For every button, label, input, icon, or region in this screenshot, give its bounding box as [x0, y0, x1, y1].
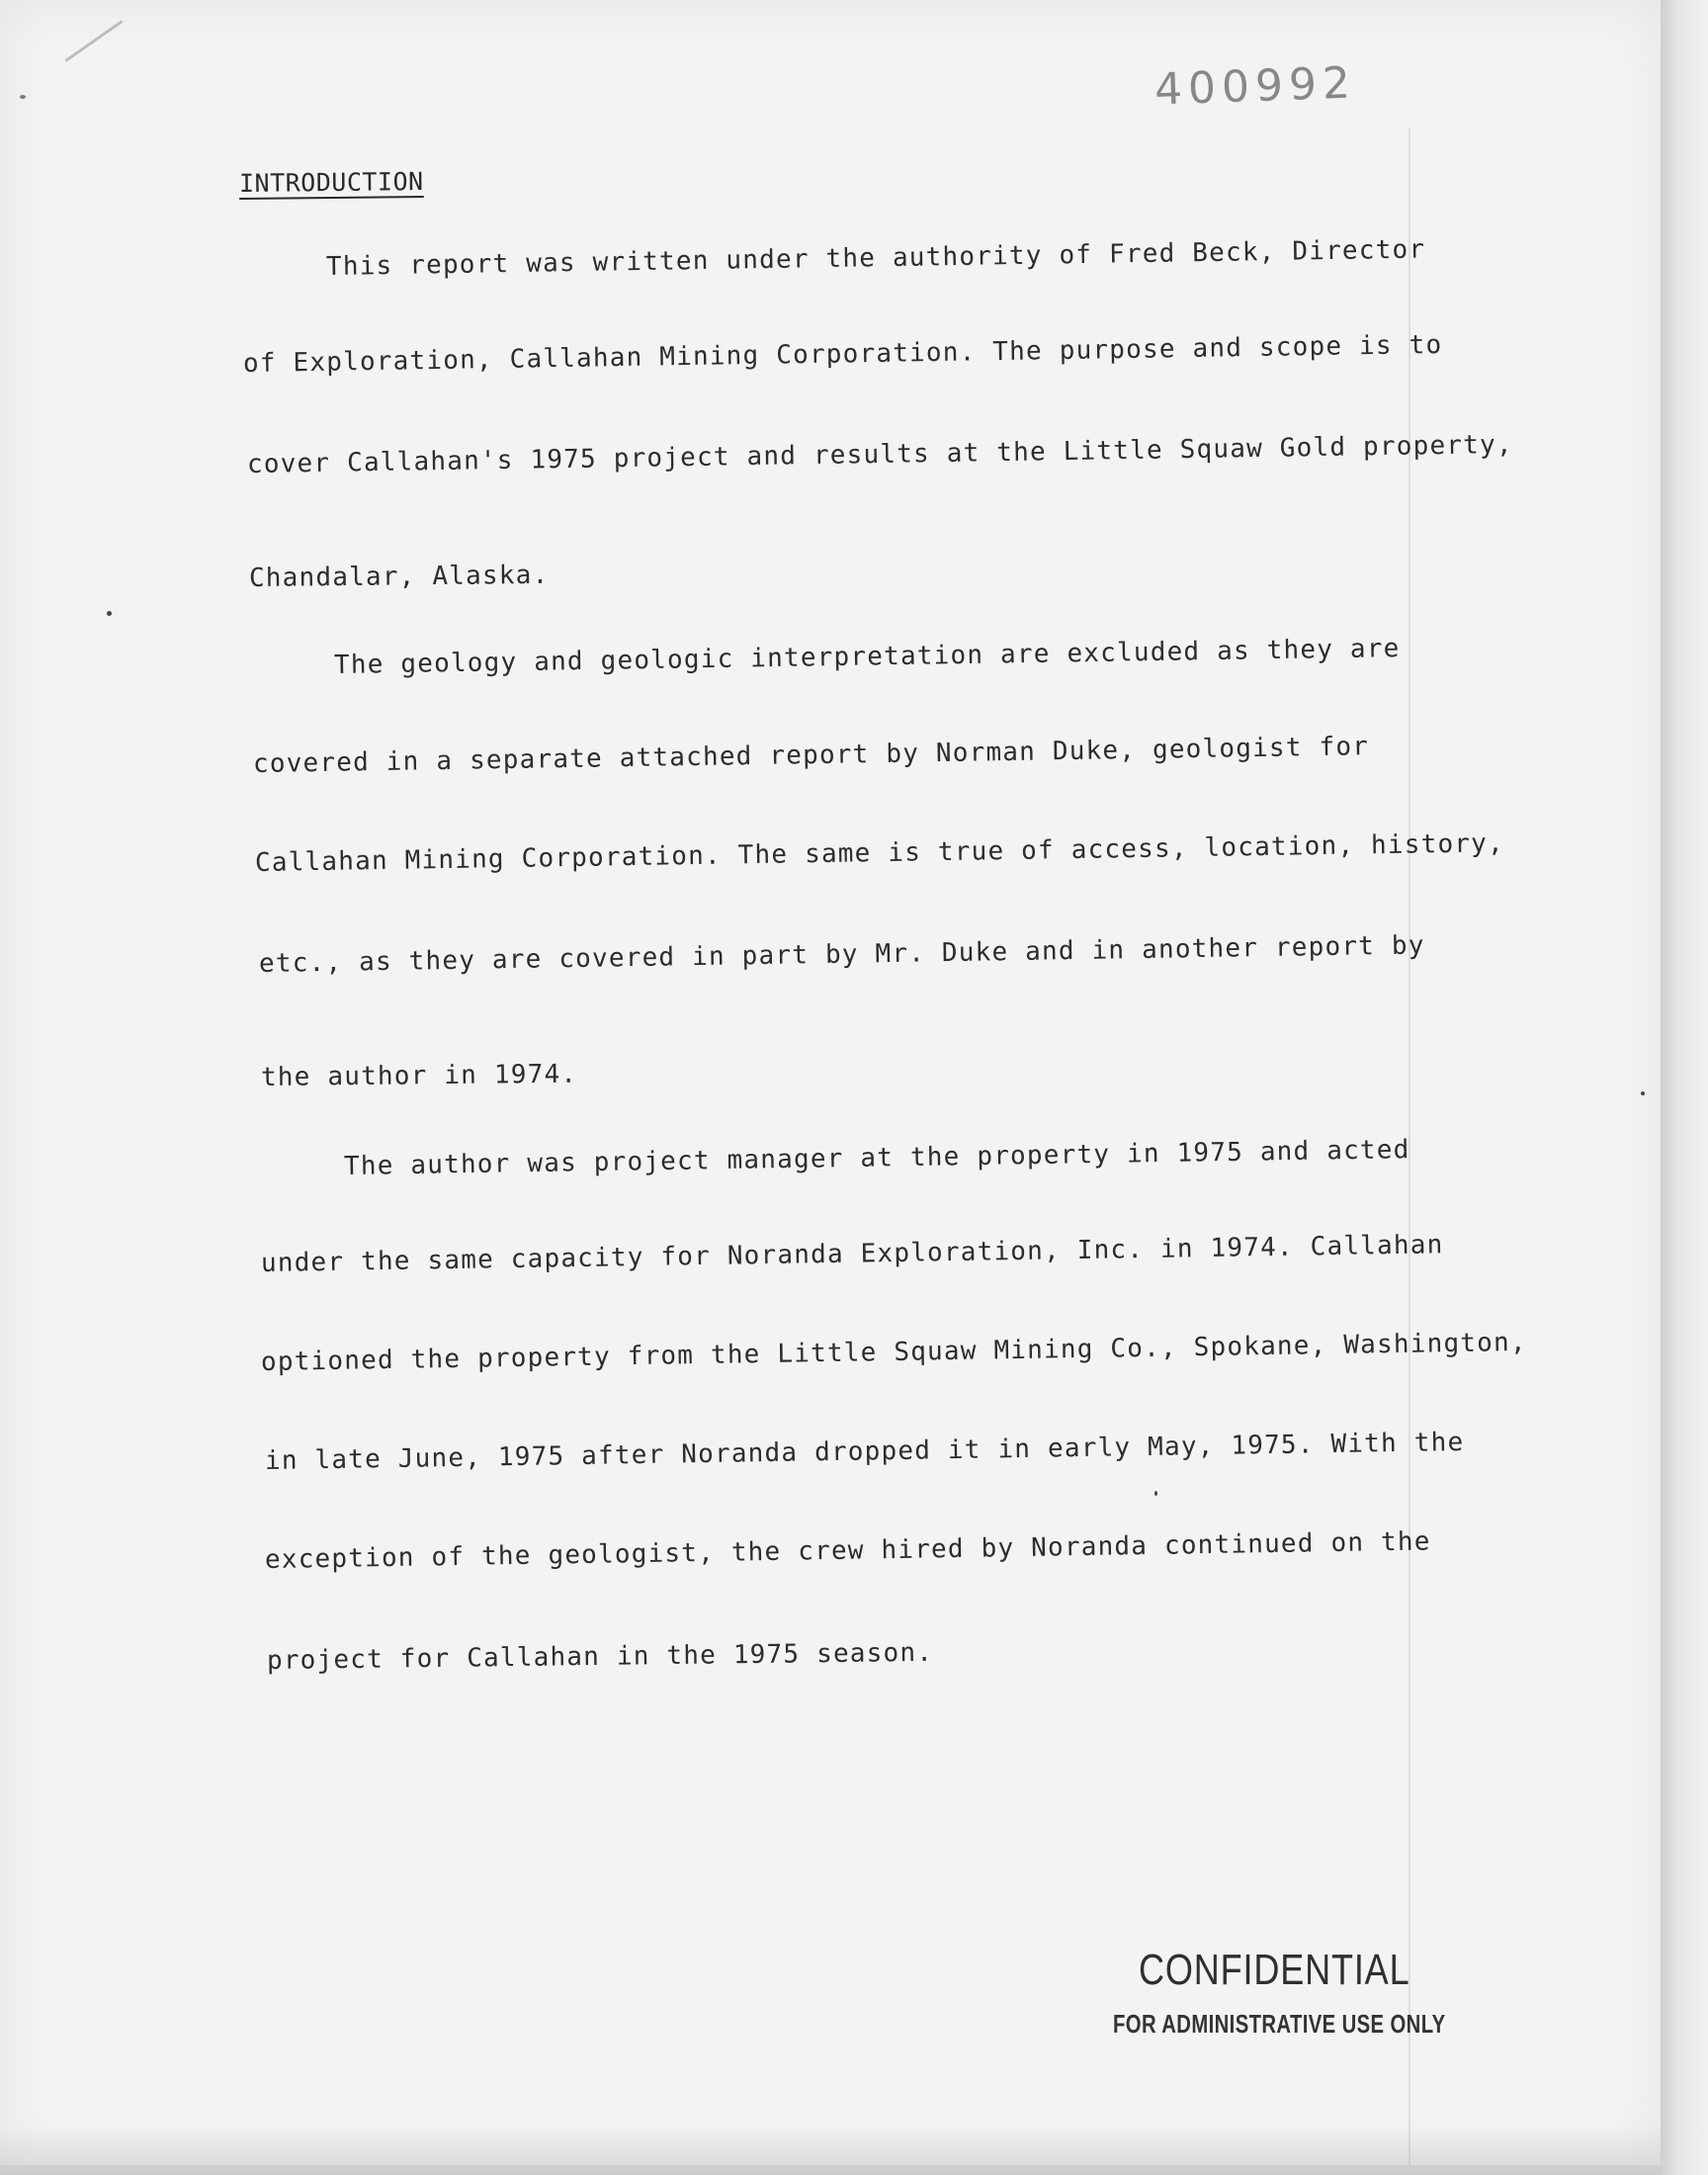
text-line: cover Callahan's 1975 project and results at the Little Squaw Gold property,: [246, 429, 1513, 479]
text-line: Chandalar, Alaska.: [248, 560, 550, 593]
scan-speck: [1154, 1491, 1157, 1496]
confidential-stamp: CONFIDENTIAL: [1139, 1946, 1410, 1994]
section-heading: INTRODUCTION: [238, 167, 424, 198]
scan-speck: [1641, 1091, 1645, 1095]
scan-bottom-strip: [0, 2126, 1661, 2175]
text-line: Callahan Mining Corporation. The same is true of access, location, history,: [254, 828, 1505, 878]
scan-speck: [20, 95, 26, 99]
text-line: under the same capacity for Noranda Exploration, Inc. in 1974. Callahan: [260, 1230, 1444, 1278]
text-line: This report was written under the authority of Fred Beck, Director: [325, 234, 1426, 282]
page-edge-shadow: [1661, 0, 1708, 2175]
document-number-stamp: 400992: [1153, 57, 1357, 116]
text-line: project for Callahan in the 1975 season.: [266, 1637, 934, 1676]
text-line: The author was project manager at the property in 1975 and acted: [343, 1135, 1410, 1181]
text-line: exception of the geologist, the crew hired by Noranda continued on the: [264, 1526, 1431, 1575]
text-line: The geology and geologic interpretation are excluded as they are: [333, 634, 1401, 680]
text-line: etc., as they are covered in part by Mr. Duke and in another report by: [258, 930, 1425, 979]
text-line: optioned the property from the Little Squaw Mining Co., Spokane, Washington,: [260, 1327, 1527, 1377]
text-line: the author in 1974.: [260, 1059, 578, 1092]
text-line: of Exploration, Callahan Mining Corporation. The purpose and scope is to: [242, 329, 1443, 379]
admin-use-stamp: FOR ADMINISTRATIVE USE ONLY: [1113, 2009, 1446, 2039]
text-line: covered in a separate attached report by Norman Duke, geologist for: [252, 732, 1370, 779]
scan-speck: [107, 611, 112, 616]
text-line: in late June, 1975 after Noranda dropped it in early May, 1975. With the: [264, 1427, 1465, 1476]
